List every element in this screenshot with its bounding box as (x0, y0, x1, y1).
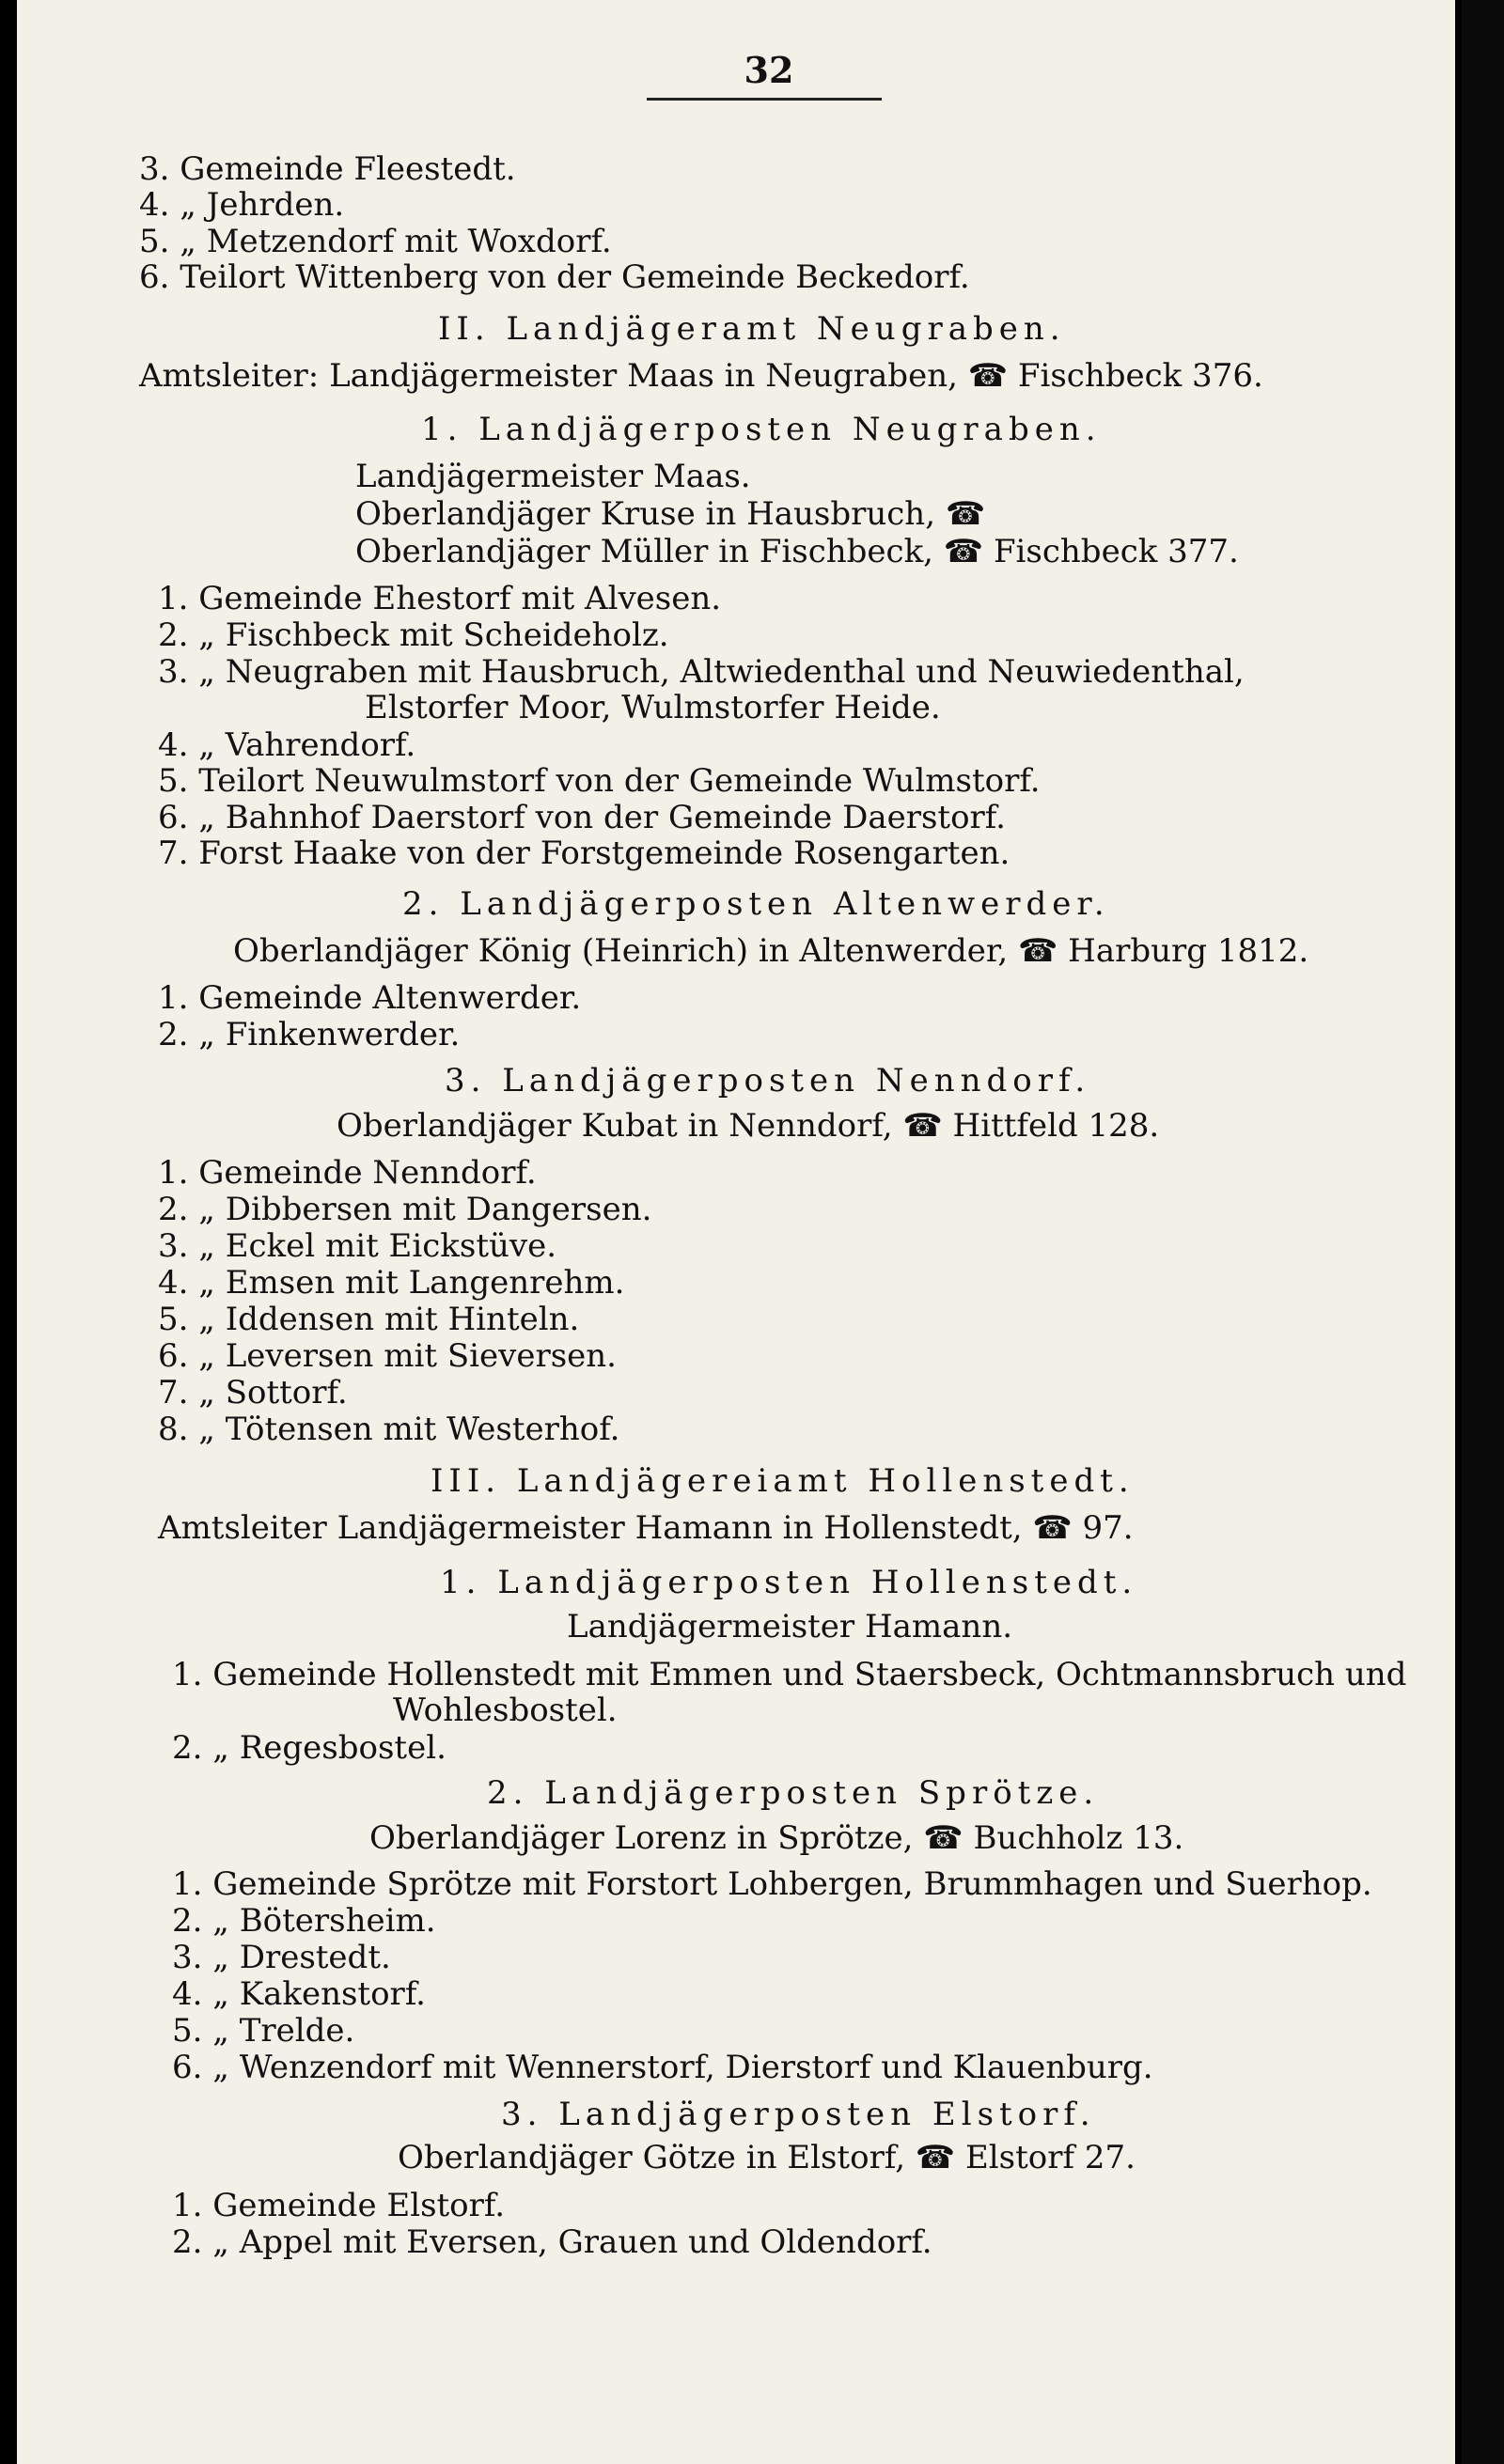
subsection-heading: 2. Landjägerposten Altenwerder. (402, 885, 1110, 923)
list-item: 3. „ Drestedt. (172, 1939, 391, 1976)
office-head-line: Amtsleiter Landjägermeister Hamann in Hollenstedt, ☎ 97. (158, 1509, 1134, 1547)
subsection-heading: 1. Landjägerposten Neugraben. (421, 411, 1102, 448)
list-item: 2. „ Bötersheim. (172, 1902, 436, 1940)
list-item: 2. „ Appel mit Eversen, Grauen und Oldendorf. (172, 2223, 932, 2261)
list-item: 4. „ Kakenstorf. (172, 1975, 426, 2013)
subsection-heading: 2. Landjägerposten Sprötze. (487, 1774, 1100, 1812)
office-head-line: Amtsleiter: Landjägermeister Maas in Neugraben, ☎ Fischbeck 376. (139, 357, 1263, 395)
list-item: 4. „ Emsen mit Langenrehm. (158, 1264, 625, 1302)
list-item: 6. Teilort Wittenberg von der Gemeinde Beckedorf. (139, 258, 970, 296)
section-heading: II. Landjägeramt Neugraben. (438, 310, 1066, 348)
list-item: 5. „ Iddensen mit Hinteln. (158, 1301, 580, 1338)
list-item: 2. „ Finkenwerder. (158, 1016, 461, 1053)
subsection-heading: 3. Landjägerposten Elstorf. (501, 2096, 1096, 2133)
list-item: 7. Forst Haake von der Forstgemeinde Rosengarten. (158, 834, 1010, 872)
personnel-line: Oberlandjäger Kubat in Nenndorf, ☎ Hittfeld 128. (337, 1107, 1160, 1145)
page-number-rule (647, 98, 882, 101)
personnel-line: Oberlandjäger Götze in Elstorf, ☎ Elstorf 27. (398, 2139, 1136, 2176)
list-item: 1. Gemeinde Ehestorf mit Alvesen. (158, 580, 722, 617)
list-item: 7. „ Sottorf. (158, 1374, 348, 1411)
list-item: 2. „ Fischbeck mit Scheideholz. (158, 616, 669, 654)
list-item: 5. „ Trelde. (172, 2012, 355, 2050)
personnel-line: Landjägermeister Maas. (355, 458, 751, 495)
scan-border (1462, 0, 1504, 2464)
document-page (17, 0, 1455, 2464)
list-item: 4. „ Vahrendorf. (158, 726, 416, 764)
list-item: 1. Gemeinde Sprötze mit Forstort Lohbergen, Brummhagen und Suerhop. (172, 1865, 1372, 1903)
list-item: 6. „ Leversen mit Sieversen. (158, 1337, 617, 1375)
list-item: 1. Gemeinde Nenndorf. (158, 1154, 537, 1192)
list-item: 2. „ Regesbostel. (172, 1729, 446, 1767)
list-item: 5. „ Metzendorf mit Woxdorf. (139, 223, 612, 260)
list-item: 1. Gemeinde Altenwerder. (158, 979, 582, 1017)
subsection-heading: 1. Landjägerposten Hollenstedt. (440, 1564, 1138, 1601)
personnel-line: Oberlandjäger König (Heinrich) in Altenwerder, ☎ Harburg 1812. (233, 932, 1309, 970)
list-item: 6. „ Bahnhof Daerstorf von der Gemeinde Daerstorf. (158, 799, 1006, 836)
list-item: 3. „ Eckel mit Eickstüve. (158, 1227, 557, 1265)
list-item: 4. „ Jehrden. (139, 186, 345, 224)
subsection-heading: 3. Landjägerposten Nenndorf. (445, 1062, 1091, 1099)
list-item-continuation: Elstorfer Moor, Wulmstorfer Heide. (365, 689, 941, 726)
personnel-line: Oberlandjäger Müller in Fischbeck, ☎ Fischbeck 377. (355, 533, 1239, 570)
list-item: 8. „ Tötensen mit Westerhof. (158, 1411, 620, 1448)
list-item: 1. Gemeinde Elstorf. (172, 2187, 506, 2224)
list-item: 5. Teilort Neuwulmstorf von der Gemeinde Wulmstorf. (158, 762, 1041, 800)
list-item-continuation: Wohlesbostel. (393, 1692, 618, 1729)
personnel-line: Landjägermeister Hamann. (567, 1608, 1013, 1645)
list-item: 1. Gemeinde Hollenstedt mit Emmen und Staersbeck, Ochtmannsbruch und (172, 1656, 1407, 1693)
list-item: 6. „ Wenzendorf mit Wennerstorf, Dierstorf und Klauenburg. (172, 2049, 1153, 2086)
personnel-line: Oberlandjäger Kruse in Hausbruch, ☎ (355, 495, 986, 533)
list-item: 3. „ Neugraben mit Hausbruch, Altwiedenthal und Neuwiedenthal, (158, 653, 1245, 691)
section-heading: III. Landjägereiamt Hollenstedt. (431, 1462, 1135, 1500)
personnel-line: Oberlandjäger Lorenz in Sprötze, ☎ Buchholz 13. (369, 1819, 1184, 1857)
list-item: 3. Gemeinde Fleestedt. (139, 150, 516, 188)
list-item: 2. „ Dibbersen mit Dangersen. (158, 1191, 652, 1228)
page-number: 32 (744, 49, 794, 91)
